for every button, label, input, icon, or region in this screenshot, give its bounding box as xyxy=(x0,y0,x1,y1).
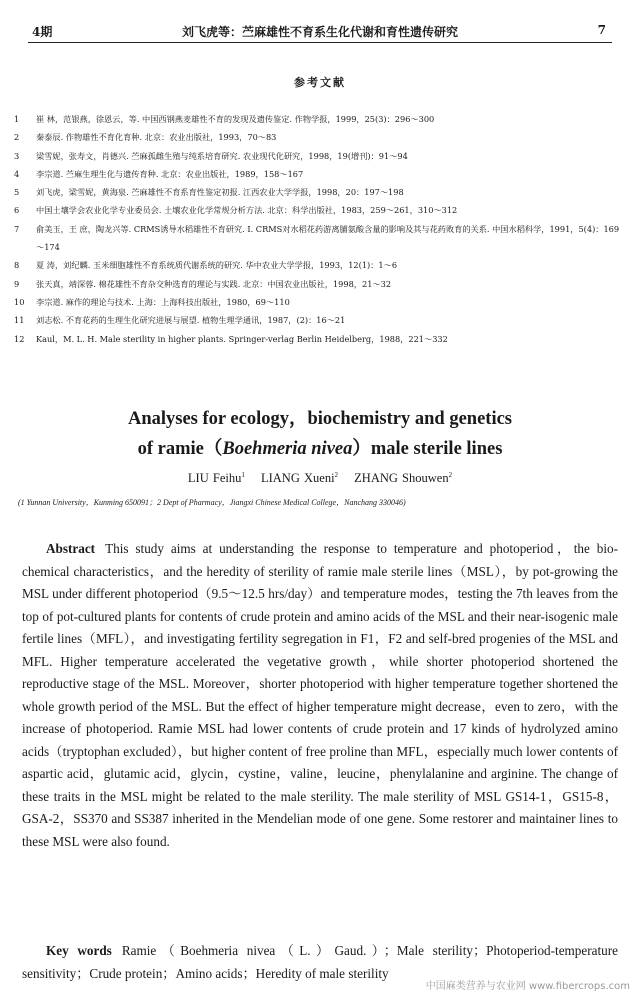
reference-text: 李宗道. 苎麻生理生化与遗传育种. 北京：农业出版社，1989，158～167 xyxy=(36,168,304,179)
page-number: 7 xyxy=(597,23,606,37)
reference-number: 6 xyxy=(14,205,20,216)
reference-item xyxy=(14,165,626,183)
reference-text: 秦泰辰. 作物雄性不育化育种. 北京：农业出版社，1993，70～83 xyxy=(36,132,277,143)
reference-number: 3 xyxy=(14,150,20,161)
reference-number: 12 xyxy=(14,333,25,344)
reference-text: 李宗道. 麻作的理论与技术. 上海：上海科技出版社，1980，69～110 xyxy=(36,296,290,307)
reference-item xyxy=(14,220,626,257)
reference-list xyxy=(14,110,626,348)
reference-text: 俞美玉，王 庶，陶龙兴等. CRMS诱导水稻雄性不育研究. Ⅰ. CRMS对水稻花药游离脯氨酸含量的影响及其与花药败育的关系. 中国水稻科学，1991，5(4)：169～174 xyxy=(36,223,620,253)
title-line-2 xyxy=(20,434,620,464)
reference-item xyxy=(14,147,626,165)
reference-number: 5 xyxy=(14,187,20,198)
reference-text: 夏 涛，刘纪麟. 玉米细胞雄性不育系统质代谢系统的研究. 华中农业大学学报，1993，12(1)：1～6 xyxy=(36,260,398,271)
abstract-text: This study aims at understanding the response to temperature and photoperiod，the bio-chemical characteristics，and the heredity of sterility of ramie male sterile lines（MSL），by pot-growing the MSL under different photoperiod（9.5～12.5 hrs/day）and temperature modes，testing the 7th leaves from the top of pot-cultured plants for contents of crude protein and amino acids of the MSL and their near-isogenic male fertile lines（MFL），and investigating fertility segregation in F1，F2 and self-bred progenies of the MSL and MFL. Higher temperature accelerated the vegetative growth，while shorter photoperiod shortened the reproductive stage of the MSL. Moreover，shorter photoperiod with higher temperature together shortened the whole growth period of the MSL. But the effect of higher temperature might decrease，even to zero，with the increase of photoperiod. Ramie MSL had lower contents of crude protein and 17 kinds of hydrolyzed amino acids（tryptophan excluded），but higher content of free proline than MFL，especially much lower contents of aspartic acid，glutamic acid，glycin，cystine，valine，leucine，phenylalanine and arginine. The change of these traits in the MSL might be related to the male sterility. The male sterility of MSL GS14-1，GS15-8，GSA-2，SS370 and SS387 inherited in the Mendelian mode of one gene. Some restorer and maintainer lines to these MSL were also found. xyxy=(22,541,618,849)
reference-item xyxy=(14,275,626,293)
reference-number: 9 xyxy=(14,278,20,289)
reference-text: 中国土壤学会农业化学专业委员会. 土壤农业化学常规分析方法. 北京：科学出版社，1983，259～261，310～312 xyxy=(36,205,458,216)
reference-number: 7 xyxy=(14,223,20,234)
title-line-1: Analyses for ecology，biochemistry and genetics xyxy=(127,409,512,429)
watermark: 中国麻类营养与农业网 www.fibercrops.com xyxy=(425,981,630,992)
reference-item xyxy=(14,110,626,128)
reference-number: 1 xyxy=(14,114,20,124)
title-species: Boehmeria nivea xyxy=(222,439,353,459)
reference-text: Kaul，M. L. H. Male sterility in higher plants. Springer-verlag Berlin Heidelberg，1988，221～332 xyxy=(36,333,448,344)
reference-number: 8 xyxy=(14,260,20,271)
reference-text: 崔 林，范银燕，徐恩云，等. 中国西钢燕麦雄性不育的发现及遗传鉴定. 作物学报，1999，25(3)：296～300 xyxy=(36,114,435,124)
keywords-label: Key words xyxy=(46,943,112,958)
title-line-2-post: ）male sterile lines xyxy=(352,439,503,459)
reference-item xyxy=(14,293,626,311)
issue-number: 4期 xyxy=(32,25,53,39)
author: LIU Feihu$^1$ xyxy=(187,471,245,486)
reference-item xyxy=(14,201,626,219)
reference-number: 2 xyxy=(14,132,20,143)
reference-number: 11 xyxy=(14,315,25,326)
reference-text: 张天真，靖深蓉. 棉花雄性不育杂交种选育的理论与实践. 北京：中国农业出版社，1998，21～32 xyxy=(36,278,392,289)
reference-text: 刘飞虎，梁雪妮，黄海泉. 苎麻雄性不育系育性鉴定初报. 江西农业大学学报，1998，20：197～198 xyxy=(36,187,404,198)
author-list xyxy=(0,471,640,486)
reference-number: 10 xyxy=(14,296,25,307)
article-title xyxy=(20,404,620,464)
reference-item xyxy=(14,311,626,329)
abstract xyxy=(22,538,618,853)
reference-item xyxy=(14,183,626,201)
author: ZHANG Shouwen$^2$ xyxy=(354,471,453,486)
abstract-label: Abstract xyxy=(46,541,96,556)
keywords-text: Ramie（Boehmeria nivea（L.）Gaud.）；Male sterility；Photoperiod-temperature sensitivity；Crude protein；Amino acids；Heredity of male sterility xyxy=(22,943,618,981)
reference-text: 刘志松. 不育花药的生理生化研究进展与展望. 植物生理学通讯，1987，(2)：16～21 xyxy=(36,315,346,326)
reference-item xyxy=(14,256,626,274)
author: LIANG Xueni$^2$ xyxy=(260,471,339,486)
reference-item xyxy=(14,128,626,146)
references-heading: 参考文献 xyxy=(294,76,346,89)
title-line-2-pre: of ramie（ xyxy=(137,439,223,459)
affiliations: (1 Yunnan University，Kunming 650091；2 Dept of Pharmacy，Jiangxi Chinese Medical College，Nanchang 330046) xyxy=(18,498,406,507)
running-header xyxy=(28,20,612,43)
reference-number: 4 xyxy=(14,168,20,179)
reference-item xyxy=(14,330,626,348)
running-title: 刘飞虎等：苎麻雄性不育系生化代谢和育性遗传研究 xyxy=(181,25,458,39)
reference-text: 梁雪妮，张寿文，肖德兴. 苎麻孤雌生殖与纯系培育研究. 农业现代化研究，1998，19(增刊)：91～94 xyxy=(36,150,408,161)
